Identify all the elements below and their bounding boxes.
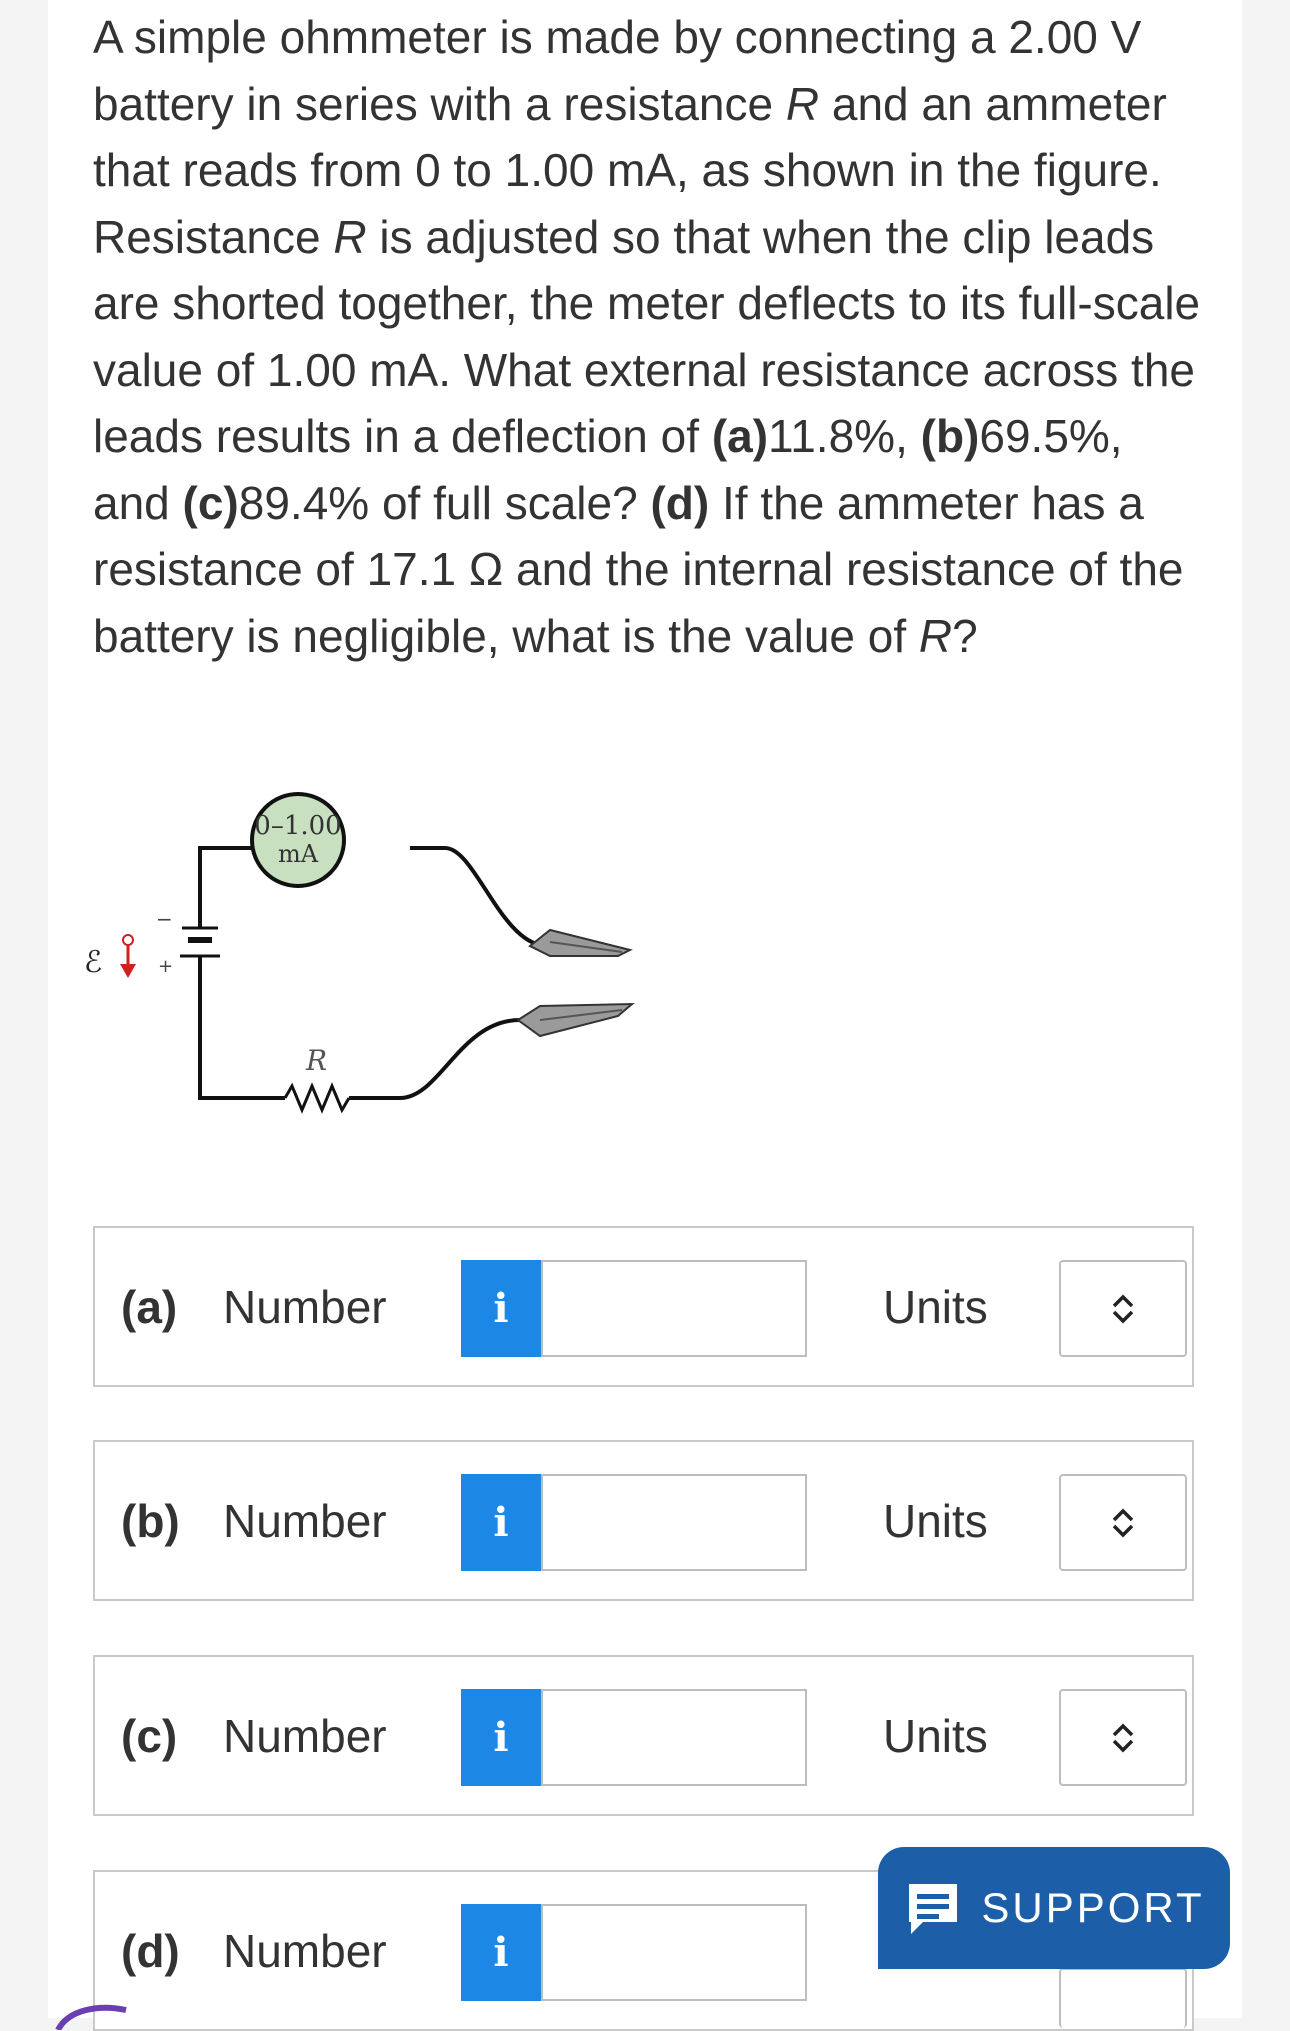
support-button[interactable]	[878, 1847, 1230, 1969]
part-label-d: (d)	[121, 1924, 180, 1977]
part-label-a: (a)	[121, 1280, 178, 1333]
info-button-a[interactable]: i	[461, 1260, 541, 1357]
info-button-b[interactable]: i	[461, 1474, 541, 1571]
support-label: SUPPORT	[981, 1884, 1205, 1931]
number-input-a[interactable]	[541, 1260, 807, 1357]
answer-row-a	[93, 1226, 1194, 1387]
battery-minus: −	[156, 907, 173, 931]
chat-icon	[903, 1878, 963, 1938]
info-button-d[interactable]: i	[461, 1904, 541, 2001]
number-input-b[interactable]	[541, 1474, 807, 1571]
updown-chevron-icon	[1108, 1721, 1138, 1755]
meter-range: 0–1.00	[254, 811, 342, 841]
number-label-a: Number	[223, 1280, 387, 1333]
part-label-c: (c)	[121, 1709, 178, 1762]
resistor-R	[285, 1086, 349, 1110]
number-input-d[interactable]	[541, 1904, 807, 2001]
number-label-d: Number	[223, 1924, 387, 1977]
number-input-c[interactable]	[541, 1689, 807, 1786]
corner-decoration	[48, 1990, 128, 2030]
answer-row-c	[93, 1655, 1194, 1816]
part-label-b: (b)	[121, 1494, 180, 1547]
units-label-a: Units	[883, 1280, 988, 1333]
units-select-b[interactable]	[1059, 1474, 1187, 1571]
number-label-c: Number	[223, 1709, 387, 1762]
units-select-c[interactable]	[1059, 1689, 1187, 1786]
units-label-b: Units	[883, 1494, 988, 1547]
resistor-label: R	[306, 1044, 328, 1077]
lower-clip-lead	[518, 1004, 632, 1036]
number-label-b: Number	[223, 1494, 387, 1547]
upper-clip-lead	[530, 930, 630, 956]
units-select-a[interactable]	[1059, 1260, 1187, 1357]
emf-symbol: ℰ	[84, 945, 103, 980]
ohmmeter-circuit-figure	[70, 780, 670, 1160]
info-button-c[interactable]: i	[461, 1689, 541, 1786]
updown-chevron-icon	[1108, 1506, 1138, 1540]
battery-plus: +	[158, 956, 174, 977]
updown-chevron-icon	[1108, 1292, 1138, 1326]
units-select-d[interactable]	[1059, 1968, 1187, 2028]
units-label-c: Units	[883, 1709, 988, 1762]
meter-unit: mA	[277, 840, 319, 868]
answer-row-b	[93, 1440, 1194, 1601]
problem-statement: A simple ohmmeter is made by connecting a 2.00 V battery in series with a resistance R and an ammeter that reads from 0 to 1.00 mA, as shown in the figure. Resistance R is adjusted so that when the clip leads are shorted together, the meter deflects to its full-scale value of 1.00 mA. What external resistance across the leads results in a deflection of (a)11.8%, (b)69.5%, and (c)89.4% of full scale? (d) If the ammeter has a resistance of 17.1 Ω and the internal resistance of the battery is negligible, what is the value of R?	[93, 11, 1201, 662]
